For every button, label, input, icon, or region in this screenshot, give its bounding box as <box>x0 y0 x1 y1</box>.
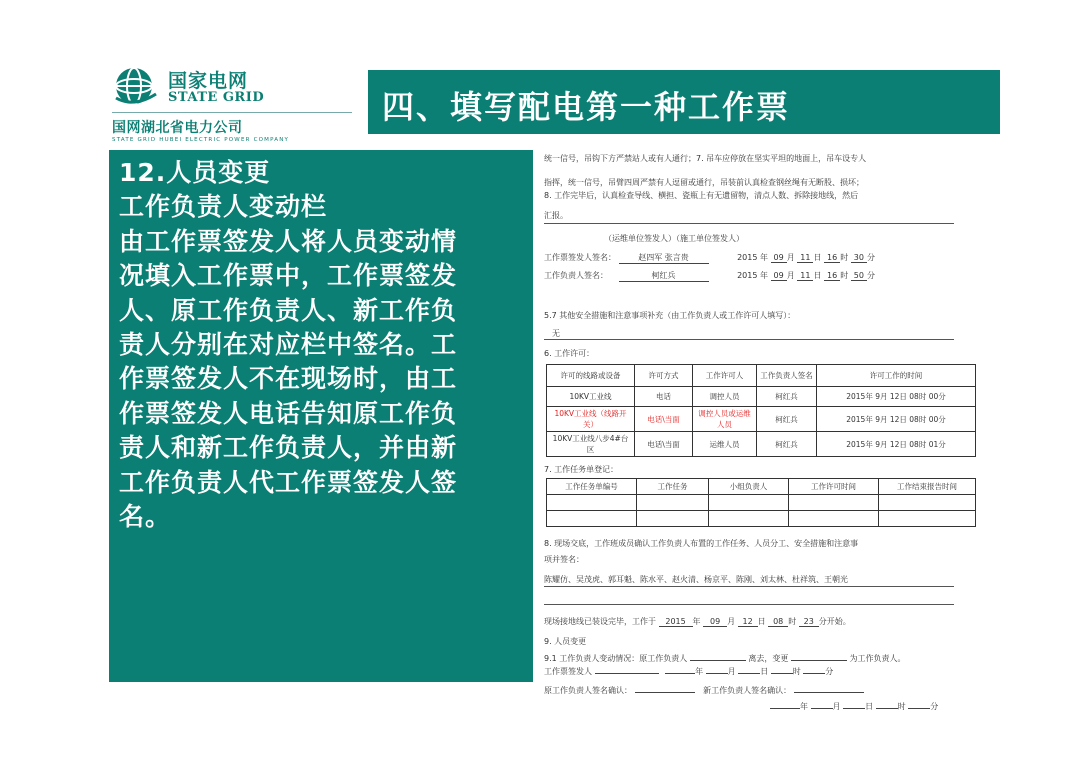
permit-time: 2015年 9月 12日 08时 01分 <box>817 432 976 457</box>
permit-leader: 柯红兵 <box>757 407 817 432</box>
permit-permitter: 运维人员 <box>693 432 757 457</box>
doc-text-line: 汇报。 <box>544 211 568 220</box>
permit-method: 电话 <box>635 387 693 407</box>
state-grid-globe-icon <box>112 64 160 108</box>
s91-end: 为工作负责人。 <box>849 654 906 663</box>
leader-month: 09 <box>771 271 787 281</box>
doc-text-line: 统一信号，吊钩下方严禁站人或有人通行；7. 吊车应停放在坚实平坦的地面上，吊车设专人 <box>544 154 867 163</box>
leader-minute: 50 <box>851 271 867 281</box>
issuer-month: 09 <box>771 253 787 263</box>
permit-header-row <box>547 365 976 387</box>
task-header-row <box>547 479 976 495</box>
permit-col-leader: 工作负责人签名 <box>757 365 817 387</box>
unit-hour: 时 <box>897 702 906 711</box>
issuer-year: 2015 <box>737 253 758 262</box>
section-8-title: 8. 现场交底，工作班成员确认工作负责人布置的工作任务、人员分工、安全措施和注意事 <box>544 539 859 548</box>
permit-leader: 柯红兵 <box>757 432 817 457</box>
unit-year: 年 <box>692 617 701 626</box>
section-5-7-value: 无 <box>552 329 560 338</box>
section-6-title: 6. 工作许可： <box>544 349 595 358</box>
issuer-label: 工作票签发人签名： <box>544 253 616 262</box>
panel-text-line: 责人和新工作负责人，并由新 <box>119 433 458 463</box>
logo-en-name: STATE GRID <box>168 90 265 105</box>
panel-heading: 12.人员变更 <box>119 158 271 187</box>
logo-divider <box>112 112 352 113</box>
leader-signature-row <box>544 270 875 282</box>
new-leader-confirm: 新工作负责人签名确认： <box>703 686 792 695</box>
doc-rule <box>544 586 954 587</box>
permit-row <box>547 387 976 407</box>
panel-subheading: 工作负责人变动栏 <box>119 192 328 222</box>
unit-month: 月 <box>727 617 736 626</box>
task-col-group-leader: 小组负责人 <box>709 479 789 495</box>
permit-method: 电话\当面 <box>635 407 693 432</box>
permit-col-time: 许可工作的时间 <box>817 365 976 387</box>
task-col-end-time: 工作结束报告时间 <box>879 479 976 495</box>
confirm-row <box>544 685 864 696</box>
unit-month: 月 <box>786 253 795 262</box>
unit-year: 年 <box>695 667 704 676</box>
section-9-title: 9. 人员变更 <box>544 637 587 646</box>
ground-year: 2015 <box>659 617 693 627</box>
unit-year: 年 <box>760 271 768 280</box>
unit-year: 年 <box>800 702 808 711</box>
permit-col-method: 许可方式 <box>635 365 693 387</box>
permit-permitter: 调控人员或运维人员 <box>693 407 757 432</box>
ground-month: 09 <box>703 617 727 627</box>
work-ticket-document <box>544 150 984 715</box>
section-9-1-row <box>544 653 905 664</box>
issuer-hour: 16 <box>824 253 840 263</box>
s91-mid: 离去，变更 <box>748 654 789 663</box>
unit-minute: 分 <box>866 253 875 262</box>
leader-day: 11 <box>797 271 813 281</box>
unit-minute: 分 <box>866 271 875 280</box>
title-bar <box>368 70 1000 134</box>
doc-rule <box>544 223 954 224</box>
permit-row <box>547 407 976 432</box>
unit-minute: 分 <box>930 702 939 711</box>
confirm-time-row <box>770 701 938 712</box>
unit-hour: 时 <box>840 253 849 262</box>
crew-members: 陈耀仿、吴茂虎、郭耳魁、陈水平、赵火清、杨京平、陈刚、刘太林、杜祥筑、王朝光 <box>544 575 848 584</box>
task-table <box>546 478 976 527</box>
panel-text-line: 况填入工作票中，工作票签发 <box>119 261 458 291</box>
task-row <box>547 495 976 511</box>
permit-table <box>546 364 976 457</box>
company-name-en: STATE GRID HUBEI ELECTRIC POWER COMPANY <box>112 137 290 143</box>
issuer-minute: 30 <box>851 253 867 263</box>
unit-hour: 时 <box>792 667 801 676</box>
ground-text: 现场接地线已装设完毕，工作于 <box>544 617 656 626</box>
ground-wire-row <box>544 616 851 627</box>
leader-year: 2015 <box>737 271 758 280</box>
issuer-sig-label: 工作票签发人 <box>544 667 592 676</box>
permit-equipment: 10KV工业线八步4#台区 <box>547 432 635 457</box>
doc-text-line: 指挥，统一信号，吊臂四周严禁有人逗留或通行，吊装前认真检查钢丝绳有无断股、损坏； <box>544 178 864 187</box>
panel-text-line: 责人分别在对应栏中签名。工 <box>119 330 458 360</box>
s91-text: 9.1 工作负责人变动情况：原工作负责人 <box>544 654 688 663</box>
section-5-7-title: 5.7 其他安全措施和注意事项补充（由工作负责人或工作许可人填写）： <box>544 311 796 320</box>
ground-day: 12 <box>738 617 758 627</box>
permit-col-equipment: 许可的线路或设备 <box>547 365 635 387</box>
leader-label: 工作负责人签名： <box>544 271 608 280</box>
unit-hour: 时 <box>840 271 849 280</box>
unit-day: 日 <box>760 667 769 676</box>
panel-text-line: 由工作票签发人将人员变动情 <box>119 226 458 256</box>
task-col-permit-time: 工作许可时间 <box>789 479 879 495</box>
unit-day: 日 <box>813 271 822 280</box>
leader-hour: 16 <box>824 271 840 281</box>
state-grid-logo <box>112 62 362 147</box>
permit-col-permitter: 工作许可人 <box>693 365 757 387</box>
unit-day: 日 <box>757 617 766 626</box>
permit-method: 电话\当面 <box>635 432 693 457</box>
unit-hour: 时 <box>788 617 797 626</box>
unit-month: 月 <box>727 667 736 676</box>
page-title: 四、填写配电第一种工作票 <box>382 88 791 126</box>
task-col-task: 工作任务 <box>637 479 709 495</box>
ground-minute: 23 <box>799 617 819 627</box>
signers-note: （运维单位签发人）（施工单位签发人） <box>604 234 744 243</box>
panel-text-line: 作票签发人不在现场时，由工 <box>119 364 458 394</box>
permit-equipment: 10KV工业线（线路开关） <box>547 407 635 432</box>
unit-day: 日 <box>813 253 822 262</box>
company-name-cn: 国网湖北省电力公司 <box>112 120 243 136</box>
issuer-day: 11 <box>797 253 813 263</box>
panel-text-line: 名。 <box>119 502 172 532</box>
panel-text-line: 工作负责人代工作票签发人签 <box>119 467 458 497</box>
logo-cn-name: 国家电网 <box>168 70 249 92</box>
task-row <box>547 511 976 527</box>
doc-rule <box>544 339 954 340</box>
ground-hour: 08 <box>768 617 788 627</box>
permit-permitter: 调控人员 <box>693 387 757 407</box>
ground-suffix: 分开始。 <box>818 617 851 626</box>
panel-text-line: 作票签发人电话告知原工作负 <box>119 398 458 428</box>
issuer-names: 赵四军 张言贵 <box>619 252 709 264</box>
unit-minute: 分 <box>825 667 834 676</box>
doc-rule <box>544 604 954 605</box>
permit-leader: 柯红兵 <box>757 387 817 407</box>
doc-text-line: 8. 工作完毕后，认真检查导线、横担、瓷瓶上有无遗留物，清点人数、拆除接地线，然后 <box>544 191 859 200</box>
section-7-title: 7. 工作任务单登记： <box>544 465 619 474</box>
permit-equipment: 10KV工业线 <box>547 387 635 407</box>
original-leader-confirm: 原工作负责人签名确认： <box>544 686 632 695</box>
panel-text-line: 人、原工作负责人、新工作负 <box>119 295 458 325</box>
issuer-signature-row <box>544 252 875 264</box>
issuer-change-row <box>544 666 833 677</box>
leader-name: 柯红兵 <box>619 270 709 282</box>
explanation-panel <box>109 150 533 682</box>
section-8-cont: 项并签名： <box>544 555 584 564</box>
permit-time: 2015年 9月 12日 08时 00分 <box>817 407 976 432</box>
unit-month: 月 <box>786 271 795 280</box>
unit-year: 年 <box>760 253 768 262</box>
unit-month: 月 <box>832 702 841 711</box>
permit-time: 2015年 9月 12日 08时 00分 <box>817 387 976 407</box>
permit-row <box>547 432 976 457</box>
task-col-number: 工作任务单编号 <box>547 479 637 495</box>
unit-day: 日 <box>865 702 874 711</box>
